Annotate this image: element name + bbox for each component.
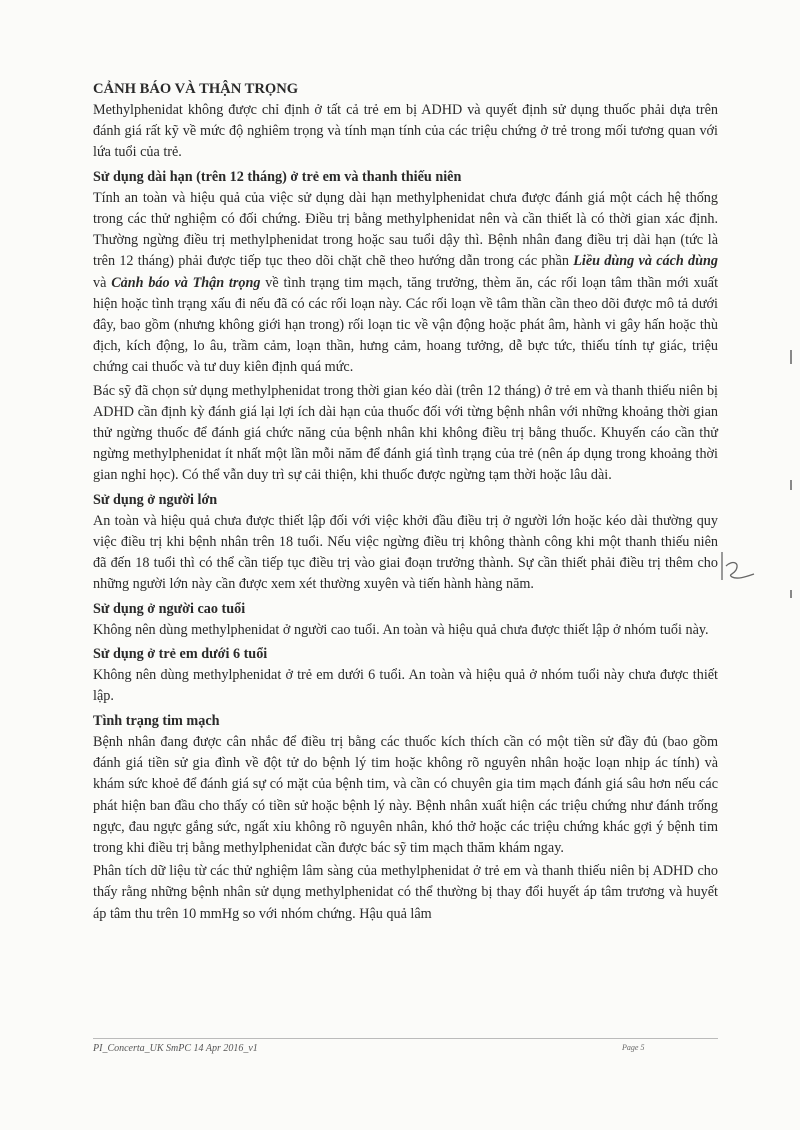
section-heading: CẢNH BÁO VÀ THẬN TRỌNG [93,81,299,97]
cross-reference-warnings: Cảnh báo và Thận trọng [111,274,261,291]
cardio-paragraph-2: Phân tích dữ liệu từ các thử nghiệm lâm sàng của methylphenidat ở trẻ em và thanh thiếu niên bị ADHD cho thấy rằng những bệnh nhân sử dụng methylphenidat có thể thường bị thay đổi huyết áp tâm trương và huyết áp tâm thu trên 10 mmHg so với nhóm chứng. Hậu quả lâm [93,863,718,922]
subheading-cardiovascular: Tình trạng tim mạch [93,712,220,729]
footer-divider [93,1038,718,1039]
text-run: về tình trạng tim mạch, tăng trưởng, thèm ăn, các rối loạn tâm thần mới xuất hiện hoặc tình trạng xấu đi nếu đã có các rối loạn này. Các rối loạn về tâm thần cần theo dõi được mô tả dưới đây, bao gồm (nhưng không giới hạn trong) rối loạn tic về vận động hoặc phát âm, hành vi gây hấn hoặc thù địch, kích động, lo âu, trầm cảm, loạn thần, hưng cảm, hoang tưởng, dễ bực tức, thiếu tính tự giác, triệu chứng cai thuốc và tư duy kiên định quá mức. [93,274,719,376]
handwritten-margin-mark-icon [718,550,758,590]
adults-paragraph: An toàn và hiệu quả chưa được thiết lập đối với việc khởi đầu điều trị ở người lớn hoặc kéo dài thường quy việc điều trị khi bệnh nhân trên 18 tuổi. Nếu việc ngừng điều trị không thành công khi một thanh thiếu niên đã đến 18 tuổi thì có thể cần tiếp tục điều trị vào giai đoạn trưởng thành. Sự cần thiết phải điều trị thêm cho những người lớn này cần được xem xét thường xuyên và tiến hành hàng năm. [93,512,718,593]
under-6-paragraph: Không nên dùng methylphenidat ở trẻ em dưới 6 tuổi. An toàn và hiệu quả ở nhóm tuổi này chưa được thiết lập. [93,667,718,705]
scan-edge-mark [790,480,792,490]
subheading-adults: Sử dụng ở người lớn [93,491,218,508]
scan-edge-mark [790,590,792,598]
document-body [93,78,718,925]
cardio-paragraph-1: Bệnh nhân đang được cân nhắc để điều trị bằng các thuốc kích thích cần có một tiền sử đầy đủ (bao gồm đánh giá tiền sử gia đình về đột tử do bệnh lý tim hoặc không rõ nguyên nhân hoặc loạn nhịp ác tính) và khám sức khoẻ để đánh giá sự có mặt của bệnh tim, và cần có chuyên gia tim mạch đánh giá sâu hơn nếu các phát hiện ban đầu cho thấy có tiền sử hoặc bệnh lý này. Bệnh nhân xuất hiện các triệu chứng như đánh trống ngực, đau ngực gắng sức, ngất xỉu không rõ nguyên nhân, khó thở hoặc các triệu chứng khác gợi ý bệnh tim trong khi điều trị bằng methylphenidat cần được bác sỹ tim mạch thăm khám ngay. [93,733,718,856]
cross-reference-dosage: Liều dùng và cách dùng [573,253,719,270]
intro-paragraph: Methylphenidat không được chỉ định ở tất cả trẻ em bị ADHD và quyết định sử dụng thuốc phải dựa trên đánh giá rất kỹ về mức độ nghiêm trọng và tính mạn tính của các triệu chứng ở trẻ trong mối tương quan với lứa tuổi của trẻ. [93,102,718,161]
footer-document-id: PI_Concerta_UK SmPC 14 Apr 2016_v1 [93,1043,258,1054]
long-term-paragraph-2: Bác sỹ đã chọn sử dụng methylphenidat trong thời gian kéo dài (trên 12 tháng) ở trẻ em và thanh thiếu niên bị ADHD cần định kỳ đánh giá lại lợi ích dài hạn của thuốc đối với từng bệnh nhân với những khoảng thời gian thử ngừng thuốc để đánh giá chức năng của bệnh nhân khi không điều trị bằng thuốc. Khuyến cáo cần thử ngừng methylphenidat ít nhất một lần mỗi năm để đánh giá tình trạng của trẻ (nên áp dụng trong khoảng thời gian nghỉ học). Có thể vẫn duy trì sự cải thiện, khi thuốc được ngừng tạm thời hoặc lâu dài. [93,382,718,484]
text-run: và [93,274,107,291]
subheading-under-6: Sử dụng ở trẻ em dưới 6 tuổi [93,646,268,663]
subheading-elderly: Sử dụng ở người cao tuổi [93,600,246,617]
scan-edge-mark [790,350,792,364]
text-run: Tính an toàn và hiệu quả của việc sử dụng dài hạn methylphenidat chưa được đánh giá một cách hệ thống trong các thử nghiệm có đối chứng. Điều trị bằng methylphenidat nên và cần thiết là có thời gian xác định. Thường ngừng điều trị methylphenidat trong hoặc sau tuổi dậy thì. Bệnh nhân đang điều trị dài hạn (tức là trên 12 tháng) phải được tiếp tục theo dõi chặt chẽ theo hướng dẫn trong các phần [93,189,718,270]
subheading-long-term: Sử dụng dài hạn (trên 12 tháng) ở trẻ em và thanh thiếu niên [93,168,462,185]
elderly-paragraph: Không nên dùng methylphenidat ở người cao tuổi. An toàn và hiệu quả chưa được thiết lập ở nhóm tuổi này. [93,621,709,638]
footer-page-number: Page 5 [622,1043,645,1052]
long-term-paragraph-1 [93,188,718,379]
